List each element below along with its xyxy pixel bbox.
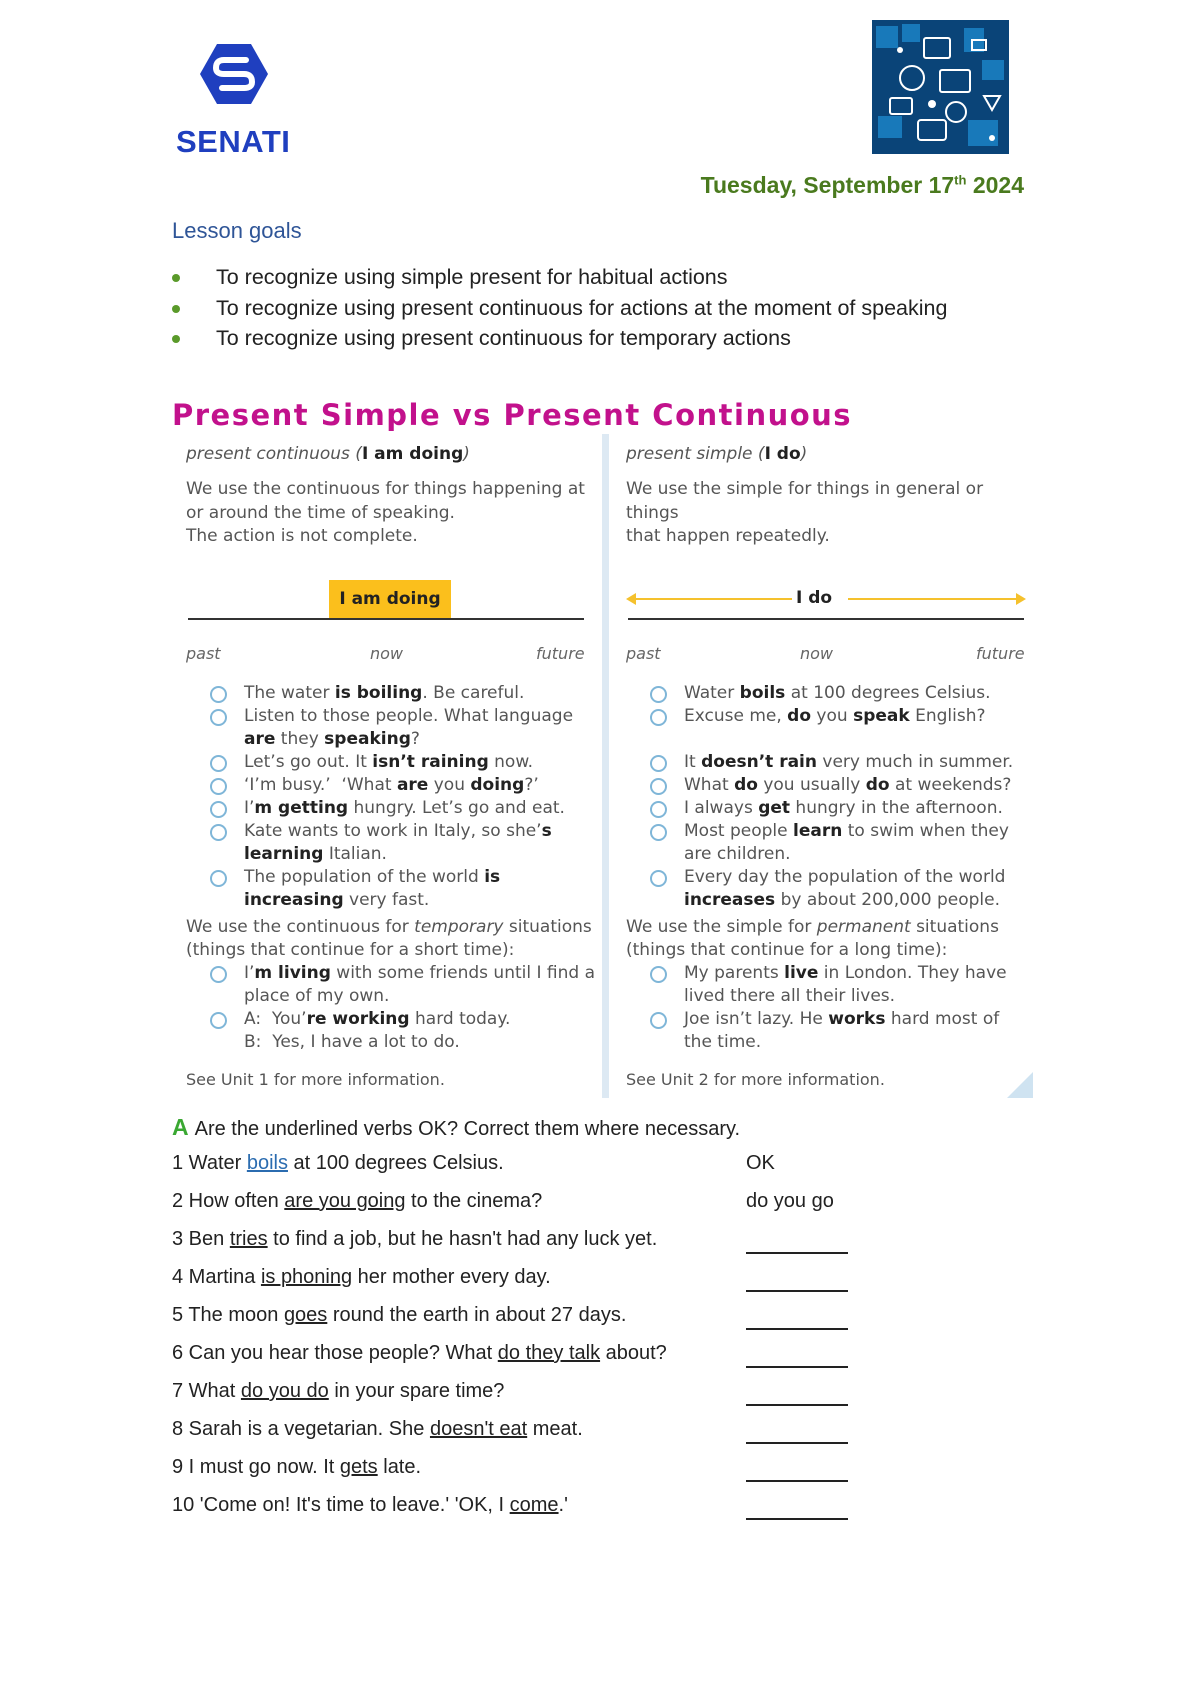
circle-bullet-icon	[650, 966, 667, 983]
exercise-question: 4 Martina is phoning her mother every day.	[172, 1266, 551, 1288]
example-list	[210, 682, 573, 912]
answer-blank[interactable]	[746, 1290, 848, 1292]
example-item: I always get hungry in the afternoon.	[650, 797, 1013, 820]
example-item: The water is boiling. Be careful.	[210, 682, 573, 705]
answer-blank[interactable]	[746, 1328, 848, 1330]
example-item: Listen to those people. What language are they speaking?	[210, 705, 573, 751]
example-item: Every day the population of the world increases by about 200,000 people.	[650, 866, 1013, 912]
exercise-answer: OK	[746, 1152, 775, 1174]
senati-logo-icon	[200, 42, 268, 106]
see-unit-note: See Unit 2 for more information.	[626, 1070, 885, 1089]
timeline	[186, 574, 584, 638]
i-do-label: I do	[796, 588, 833, 608]
example-item: My parents live in London. They have lived there all their lives.	[650, 962, 1007, 1008]
example-list	[210, 962, 595, 1054]
page-corner-decoration	[1007, 1072, 1033, 1098]
example-item: ‘I’m busy.’ ‘What are you doing?’	[210, 774, 573, 797]
i-am-doing-box: I am doing	[329, 580, 451, 619]
label-future: future	[536, 644, 585, 663]
label-past: past	[626, 644, 661, 663]
timeline-line	[628, 618, 1024, 620]
timeline	[626, 574, 1024, 638]
exercise-answer: do you go	[746, 1190, 834, 1212]
circle-bullet-icon	[210, 801, 227, 818]
label-now: now	[370, 644, 404, 663]
example-item: A: You’re working hard today. B: Yes, I have a lot to do.	[210, 1008, 595, 1054]
column-divider	[602, 434, 609, 1098]
present-continuous-column	[186, 434, 604, 1098]
circle-bullet-icon	[210, 870, 227, 887]
example-item: I’m getting hungry. Let’s go and eat.	[210, 797, 573, 820]
circle-bullet-icon	[650, 778, 667, 795]
answer-blank[interactable]	[746, 1252, 848, 1254]
answer-blank[interactable]	[746, 1404, 848, 1406]
see-unit-note: See Unit 1 for more information.	[186, 1070, 445, 1089]
label-future: future	[976, 644, 1025, 663]
temporary-note: We use the continuous for temporary situations (things that continue for a short time):	[186, 917, 592, 960]
column-intro: We use the simple for things in general or things that happen repeatedly.	[626, 479, 984, 546]
circle-bullet-icon	[650, 709, 667, 726]
label-now: now	[800, 644, 834, 663]
goal-item: To recognize using simple present for habitual actions	[172, 262, 947, 293]
example-item: I’m living with some friends until I find a place of my own.	[210, 962, 595, 1008]
spacer	[650, 728, 1013, 751]
timeline-arrow	[630, 598, 792, 600]
logo-text: SENATI	[176, 124, 291, 159]
example-item: Let’s go out. It isn’t raining now.	[210, 751, 573, 774]
technology-collage-image	[872, 20, 1009, 154]
example-item: It doesn’t rain very much in summer.	[650, 751, 1013, 774]
exercise-question: 5 The moon goes round the earth in about 27 days.	[172, 1304, 627, 1326]
answer-blank[interactable]	[746, 1480, 848, 1482]
circle-bullet-icon	[210, 686, 227, 703]
lesson-date: Tuesday, September 17th 2024	[700, 172, 1024, 198]
circle-bullet-icon	[210, 709, 227, 726]
example-item: Most people learn to swim when they are children.	[650, 820, 1013, 866]
circle-bullet-icon	[210, 966, 227, 983]
lesson-goals-title: Lesson goals	[172, 218, 302, 243]
example-item: Joe isn’t lazy. He works hard most of the time.	[650, 1008, 1007, 1054]
grammar-panel	[172, 434, 1032, 1098]
lesson-goals-list	[172, 262, 947, 354]
circle-bullet-icon	[650, 870, 667, 887]
example-item: Water boils at 100 degrees Celsius.	[650, 682, 1013, 705]
answer-blank[interactable]	[746, 1442, 848, 1444]
column-intro: We use the continuous for things happening at or around the time of speaking. The action is not complete.	[186, 479, 585, 546]
circle-bullet-icon	[210, 1012, 227, 1029]
example-list	[650, 682, 1013, 912]
main-title: Present Simple vs Present Continuous	[172, 398, 853, 432]
permanent-note: We use the simple for permanent situations (things that continue for a long time):	[626, 917, 999, 960]
column-heading: present continuous (I am doing)	[186, 444, 470, 464]
example-list	[650, 962, 1007, 1054]
circle-bullet-icon	[650, 824, 667, 841]
exercise-question: 9 I must go now. It gets late.	[172, 1456, 422, 1478]
circle-bullet-icon	[650, 755, 667, 772]
example-item: Excuse me, do you speak English?	[650, 705, 1013, 728]
circle-bullet-icon	[650, 1012, 667, 1029]
example-item: What do you usually do at weekends?	[650, 774, 1013, 797]
label-past: past	[186, 644, 221, 663]
exercise-question: 10 'Come on! It's time to leave.' 'OK, I come.'	[172, 1494, 568, 1516]
exercise-question: 6 Can you hear those people? What do they talk about?	[172, 1342, 667, 1364]
answer-blank[interactable]	[746, 1366, 848, 1368]
timeline-line	[188, 618, 584, 620]
circle-bullet-icon	[210, 755, 227, 772]
bullet-icon	[172, 335, 180, 343]
bullet-icon	[172, 274, 180, 282]
answer-blank[interactable]	[746, 1518, 848, 1520]
exercise-heading: A Are the underlined verbs OK? Correct them where necessary.	[172, 1114, 741, 1140]
exercise-question: 8 Sarah is a vegetarian. She doesn't eat meat.	[172, 1418, 583, 1440]
bullet-icon	[172, 305, 180, 313]
column-heading: present simple (I do)	[626, 444, 808, 464]
goal-item: To recognize using present continuous for temporary actions	[172, 323, 947, 354]
exercise-question: 7 What do you do in your spare time?	[172, 1380, 505, 1402]
circle-bullet-icon	[650, 686, 667, 703]
exercise-question: 3 Ben tries to find a job, but he hasn't had any luck yet.	[172, 1228, 658, 1250]
present-simple-column	[626, 434, 1032, 1098]
circle-bullet-icon	[650, 801, 667, 818]
timeline-arrow	[848, 598, 1018, 600]
arrow-right-icon	[1016, 593, 1026, 605]
circle-bullet-icon	[210, 778, 227, 795]
example-item: The population of the world is increasing very fast.	[210, 866, 573, 912]
exercise-question: 1 Water boils at 100 degrees Celsius.	[172, 1152, 504, 1174]
circle-bullet-icon	[210, 824, 227, 841]
goal-item: To recognize using present continuous for actions at the moment of speaking	[172, 293, 947, 324]
exercise-question: 2 How often are you going to the cinema?	[172, 1190, 543, 1212]
example-item: Kate wants to work in Italy, so she’s learning Italian.	[210, 820, 573, 866]
